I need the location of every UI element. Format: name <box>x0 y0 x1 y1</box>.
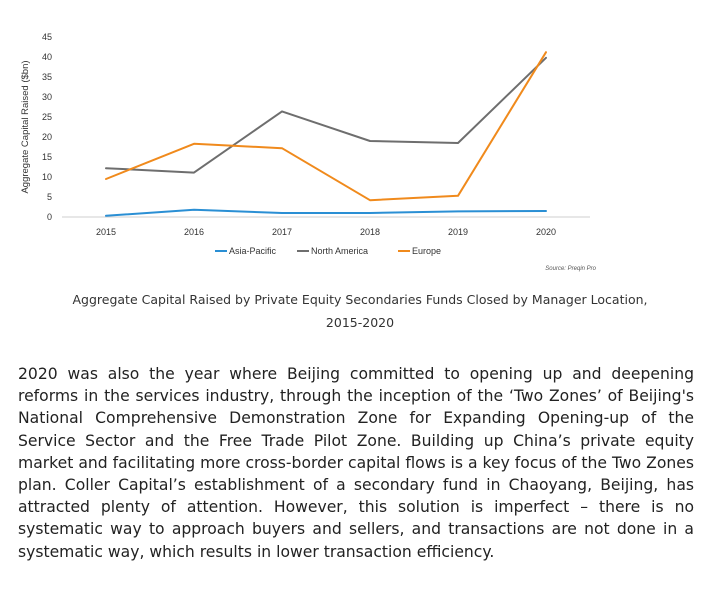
x-tick-label: 2019 <box>447 227 469 237</box>
caption-line-2: 2015-2020 <box>325 315 395 330</box>
x-tick-label: 2020 <box>535 227 557 237</box>
series-lines <box>106 52 546 216</box>
x-tick-label: 2017 <box>271 227 293 237</box>
y-tick-label: 25 <box>41 112 52 122</box>
x-tick-label: 2018 <box>359 227 381 237</box>
y-axis-title: Aggregate Capital Raised ($bn) <box>20 60 31 194</box>
series-line-asia-pacific <box>106 210 546 216</box>
y-tick-label: 45 <box>41 32 52 42</box>
legend-label-europe: Europe <box>412 246 442 256</box>
legend-label-asia-pacific: Asia-Pacific <box>229 246 277 256</box>
source-note: Source: Preqin Pro <box>545 266 596 272</box>
x-tick-label: 2015 <box>95 227 117 237</box>
caption-line-1: Aggregate Capital Raised by Private Equity Secondaries Funds Closed by Manager Location, <box>72 292 648 307</box>
legend-label-north-america: North America <box>311 246 369 256</box>
y-tick-label: 15 <box>41 152 52 162</box>
x-axis-ticks <box>96 227 556 237</box>
y-axis-ticks <box>42 32 52 222</box>
series-line-north-america <box>106 58 546 173</box>
y-tick-label: 30 <box>41 92 52 102</box>
y-tick-label: 20 <box>41 132 52 142</box>
y-tick-label: 35 <box>41 72 52 82</box>
y-tick-label: 5 <box>46 192 52 202</box>
x-tick-label: 2016 <box>183 227 205 237</box>
line-chart <box>0 0 720 282</box>
figure-caption <box>40 288 680 334</box>
y-tick-label: 0 <box>46 212 52 222</box>
y-tick-label: 40 <box>41 52 52 62</box>
y-tick-label: 10 <box>41 172 52 182</box>
legend <box>215 246 441 256</box>
body-paragraph: 2020 was also the year where Beijing committed to opening up and deepening reforms in the services industry, through the inception of the ‘Two Zones’ of Beijing's National Comprehensive Demonstration Zone for Expanding Opening-up of the Service Sector and the Free Trade Pilot Zone. Building up China’s private equity market and facilitating more cross-border capital flows is a key focus of the Two Zones plan. Coller Capital’s establishment of a secondary fund in Chaoyang, Beijing, has attracted plenty of attention. However, this solution is imperfect – there is no systematic way to approach buyers and sellers, and transactions are not done in a systematic way, which results in lower transaction efficiency. <box>18 365 694 561</box>
